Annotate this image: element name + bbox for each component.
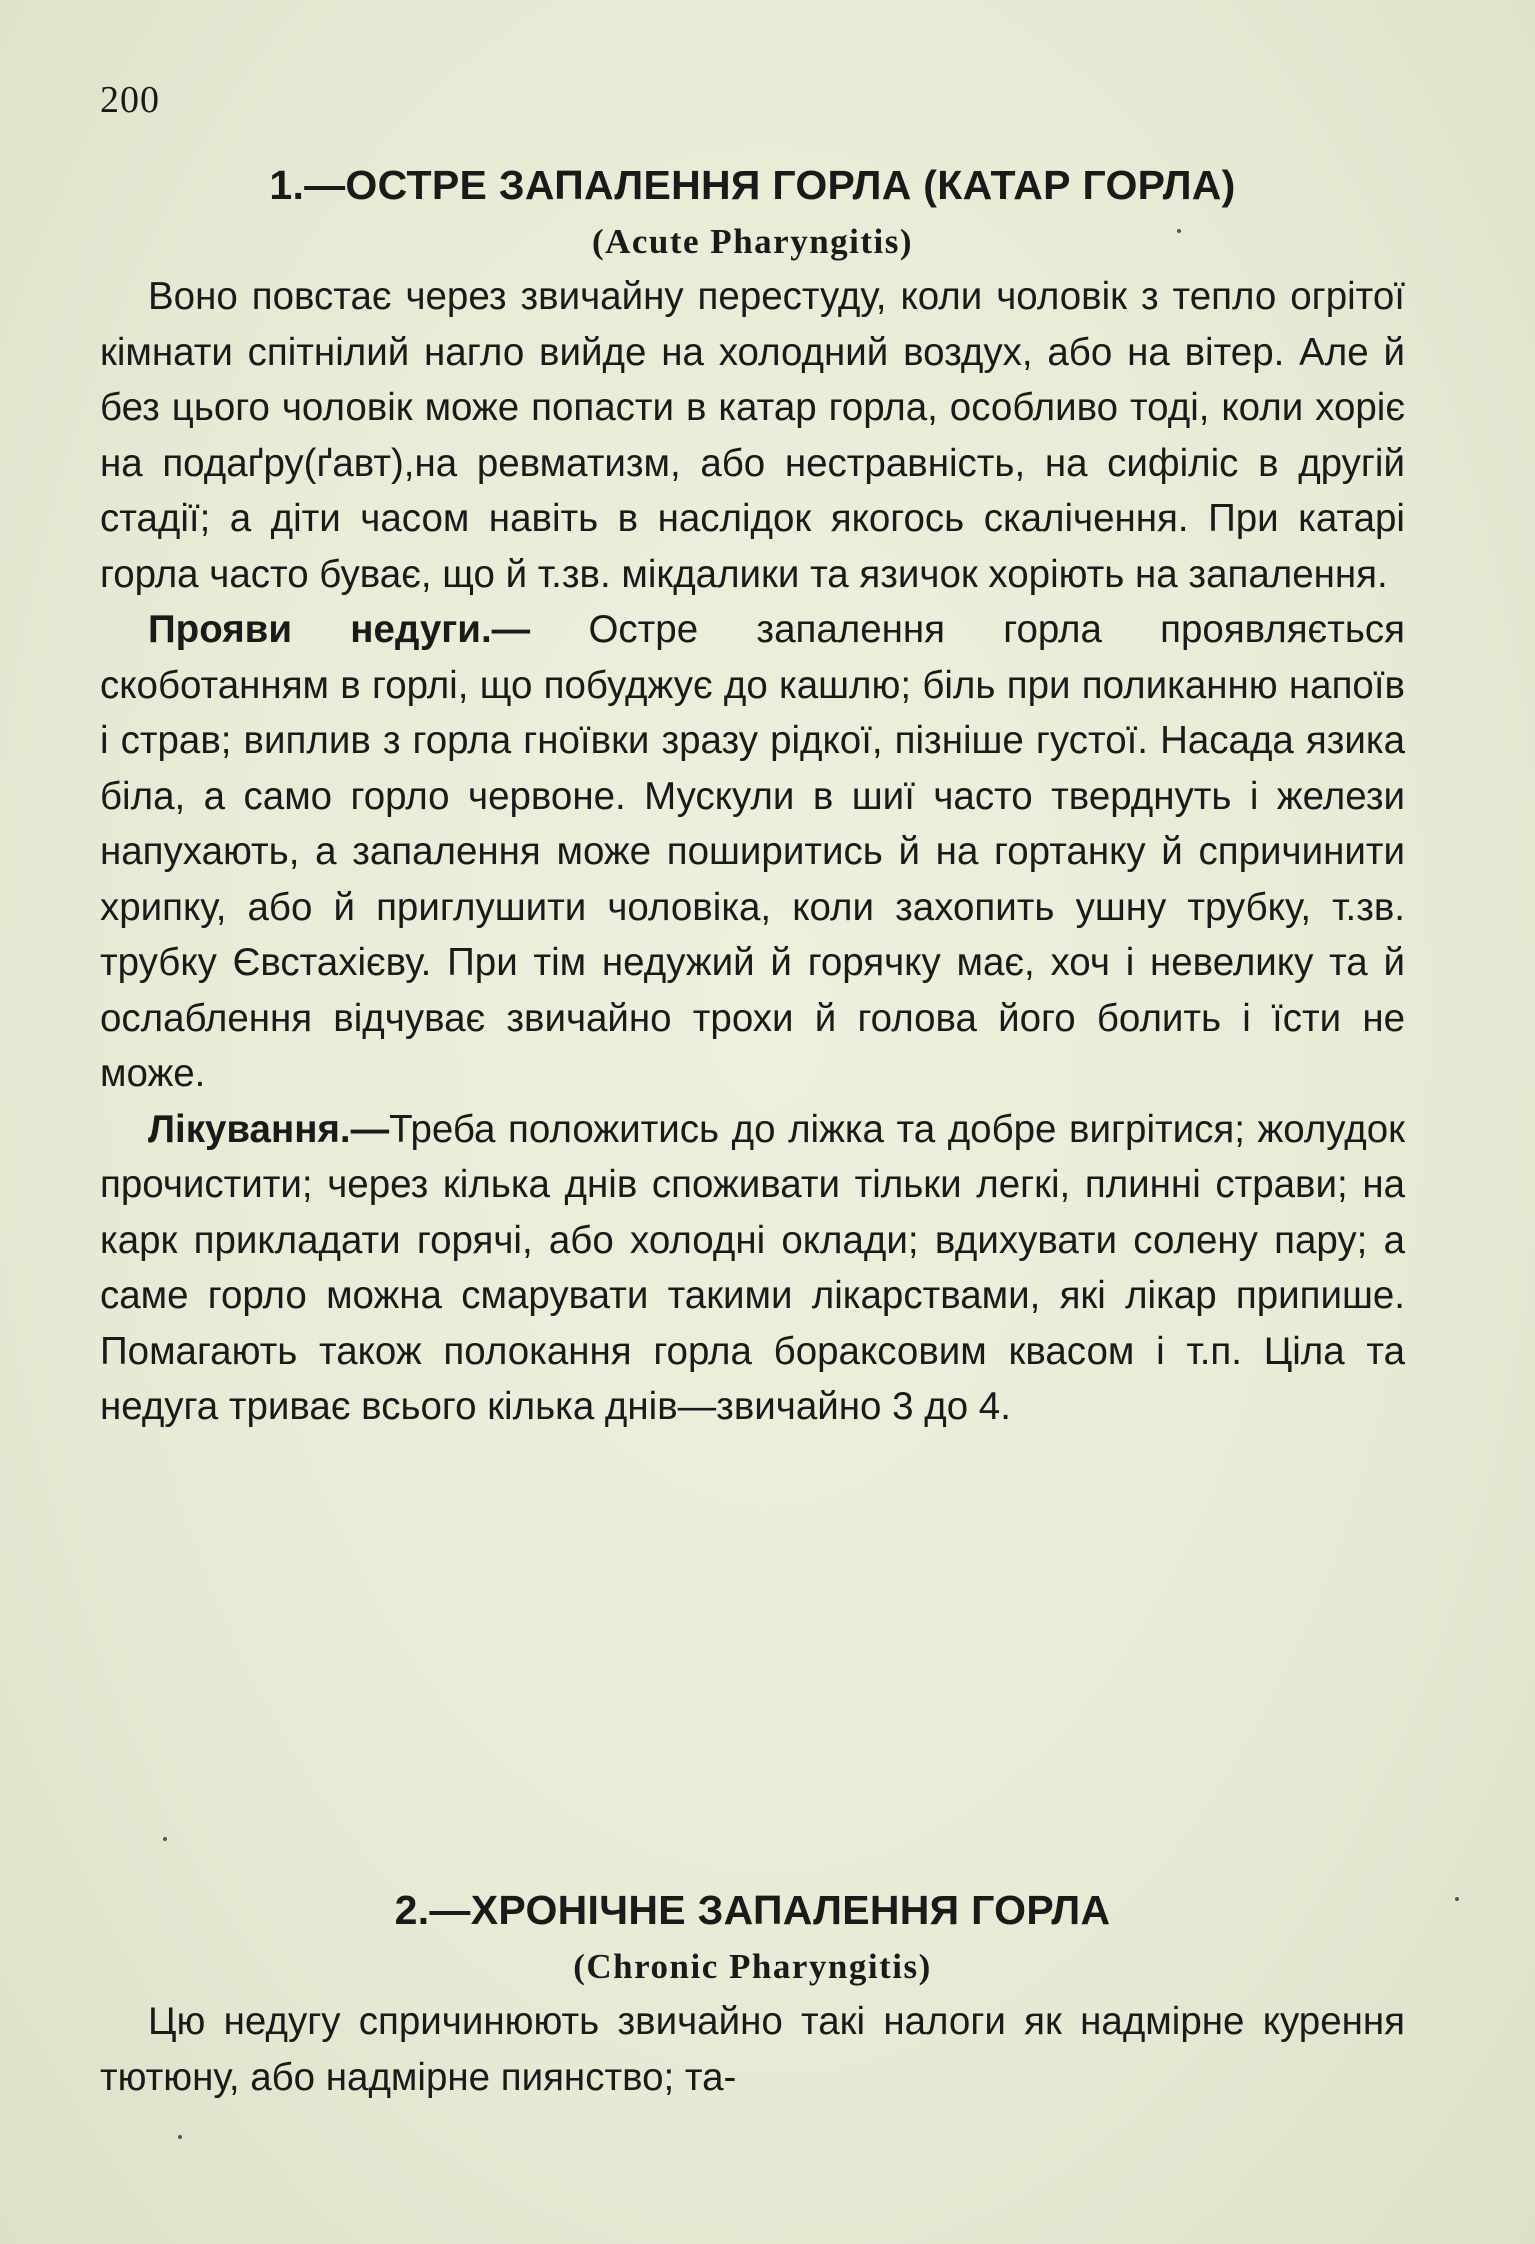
section-1-paragraph-symptoms [100, 602, 1405, 1102]
treatment-text: Треба положитись до ліжка та добре вигрітися; жолудок прочистити; через кілька днів споживати тільки легкі, плинні страви; на карк прикладати горячі, або холодні оклади; вдихувати солену пару; а саме горло можна смарувати такими лікарствами, які лікар припише. Помагають також полокання горла бораксовим квасом і т.п. Ціла та недуга триває всього кілька днів—звичайно 3 до 4. [100, 1107, 1405, 1428]
section-2-subtitle: (Chronic Pharyngitis) [573, 1947, 932, 1986]
page-number: 200 [100, 79, 160, 121]
section-1-title: 1.—ОСТРЕ ЗАПАЛЕННЯ ГОРЛА (КАТАР ГОРЛА) [269, 162, 1236, 208]
section-1-subtitle: (Acute Pharyngitis) [591, 222, 914, 261]
print-speck [178, 2135, 182, 2139]
section-2 [100, 1880, 1405, 2105]
symptoms-heading: Прояви недуги.— [148, 608, 531, 651]
treatment-heading: Лікування.— [148, 1107, 390, 1151]
section-2-paragraph-1: Цю недугу спричинюють звичайно такі налоги як надмірне курення тютюну, або надмірне пиянство; та- [100, 2000, 1405, 2099]
section-1-paragraph-treatment [100, 1102, 1405, 1435]
section-1-paragraph-1: Воно повстає через звичайну перестуду, коли чоловік з тепло огрітої кімнати спітнілий нагло вийде на холодний воздух, або на вітер. Але й без цього чоловік може попасти в катар горла, особливо тоді, коли хоріє на подаґру(ґавт),на ревматизм, або нестравність, на сифіліс в другій стадії; а діти часом навіть в наслідок якогось скалічення. При катарі горла часто буває, що й т.зв. мікдалики та язичок хоріють на запалення. [100, 275, 1405, 596]
print-speck [1455, 1897, 1459, 1901]
print-speck [1177, 229, 1181, 233]
symptoms-text: Остре запалення горла проявляється скоботанням в горлі, що побуджує до кашлю; біль при поликанню напоїв і страв; виплив з горла гноївки зразу рідкої, пізніше густої. Насада язика біла, а само горло червоне. Мускули в шиї часто тверднуть і желези напухають, а запалення може поширитись й на гортанку й спричинити хрипку, або й приглушити чоловіка, коли захопить ушну трубку, т.зв. трубку Євстахієву. При тім недужий й горячку має, хоч і невелику та й ослаблення відчуває звичайно трохи й голова його болить і їсти не може. [100, 608, 1405, 1095]
print-speck [163, 1837, 167, 1841]
section-2-title: 2.—ХРОНІЧНЕ ЗАПАЛЕННЯ ГОРЛА [394, 1887, 1111, 1933]
section-1 [100, 155, 1405, 1435]
